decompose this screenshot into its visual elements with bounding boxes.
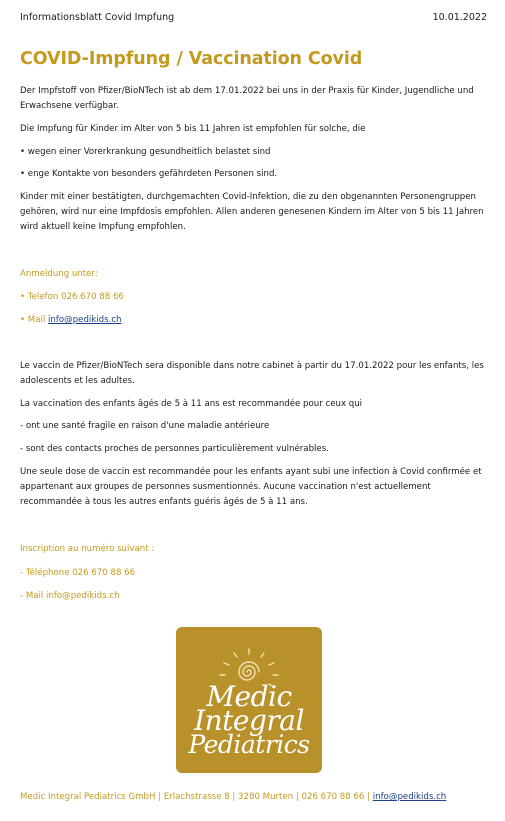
medic-integral-pediatrics-logo — [176, 627, 322, 773]
logo-word-pediatrics: Pediatrics — [188, 730, 310, 759]
fr-registration-phone: - Téléphone 026 670 88 66 — [20, 568, 136, 578]
fr-registration-label: Inscription au numéro suivant : — [20, 544, 155, 554]
de-registration-phone: • Telefon 026 670 88 66 — [20, 292, 124, 302]
logo-word-integral: Integral — [194, 704, 304, 737]
de-registration-label: Anmeldung unter: — [20, 269, 98, 279]
header-title: Informationsblatt Covid Impfung — [20, 12, 175, 23]
de-paragraph-recovered: Kinder mit einer bestätigten, durchgemachten Covid-Infektion, die zu den obgenannten Personengruppen gehören, wird nur eine Impfdosis empfohlen. Allen anderen genesenen Kindern im Alter von 5 bis 11 Jahren wird aktuell keine Impfung empfohlen. — [20, 192, 484, 232]
de-mail-prefix: • Mail — [20, 315, 48, 325]
page-header — [20, 12, 487, 23]
fr-bullet-fragile: - ont une santé fragile en raison d'une maladie antérieure — [20, 421, 270, 431]
logo-word-medic: Medic — [206, 680, 292, 713]
header-date: 10.01.2022 — [432, 12, 487, 23]
fr-registration-mail: - Mail info@pedikids.ch — [20, 591, 120, 601]
de-paragraph-availability: Der Impfstoff von Pfizer/BioNTech ist ab dem 17.01.2022 bei uns in der Praxis für Kinder, Jugendliche und Erwachsene verfügbar. — [20, 86, 474, 111]
fr-paragraph-recommendation: La vaccination des enfants âgés de 5 à 11 ans est recommandée pour ceux qui — [20, 399, 363, 409]
fr-paragraph-recovered: Une seule dose de vaccin est recommandée pour les enfants ayant subi une infection à Covid confirmée et appartenant aux groupes de personnes susmentionnés. Aucune vaccination n'est actuellement recommandée à tous les autres enfants guéris âgés de 5 à 11 ans. — [20, 467, 482, 507]
de-mail-link[interactable]: info@pedikids.ch — [48, 315, 122, 325]
fr-paragraph-availability: Le vaccin de Pfizer/BioNTech sera disponible dans notre cabinet à partir du 17.01.2022 pour les enfants, les adolescents et les adultes. — [20, 361, 484, 386]
de-paragraph-recommendation: Die Impfung für Kinder im Alter von 5 bis 11 Jahren ist empfohlen für solche, die — [20, 124, 366, 134]
de-bullet-preexisting: • wegen einer Vorerkrankung gesundheitlich belastet sind — [20, 147, 271, 157]
de-bullet-contacts: • enge Kontakte von besonders gefährdeten Personen sind. — [20, 169, 278, 179]
de-registration-mail — [20, 313, 495, 328]
footer-mail-link[interactable]: info@pedikids.ch — [372, 792, 447, 802]
fr-bullet-contacts: - sont des contacts proches de personnes particulièrement vulnérables. — [20, 444, 329, 454]
footer-address: Medic Integral Pediatrics GmbH | Erlachstrasse 8 | 3280 Murten | 026 670 88 66 | — [20, 792, 373, 802]
document-title: COVID-Impfung / Vaccination Covid — [20, 49, 363, 69]
page-footer — [20, 792, 487, 802]
